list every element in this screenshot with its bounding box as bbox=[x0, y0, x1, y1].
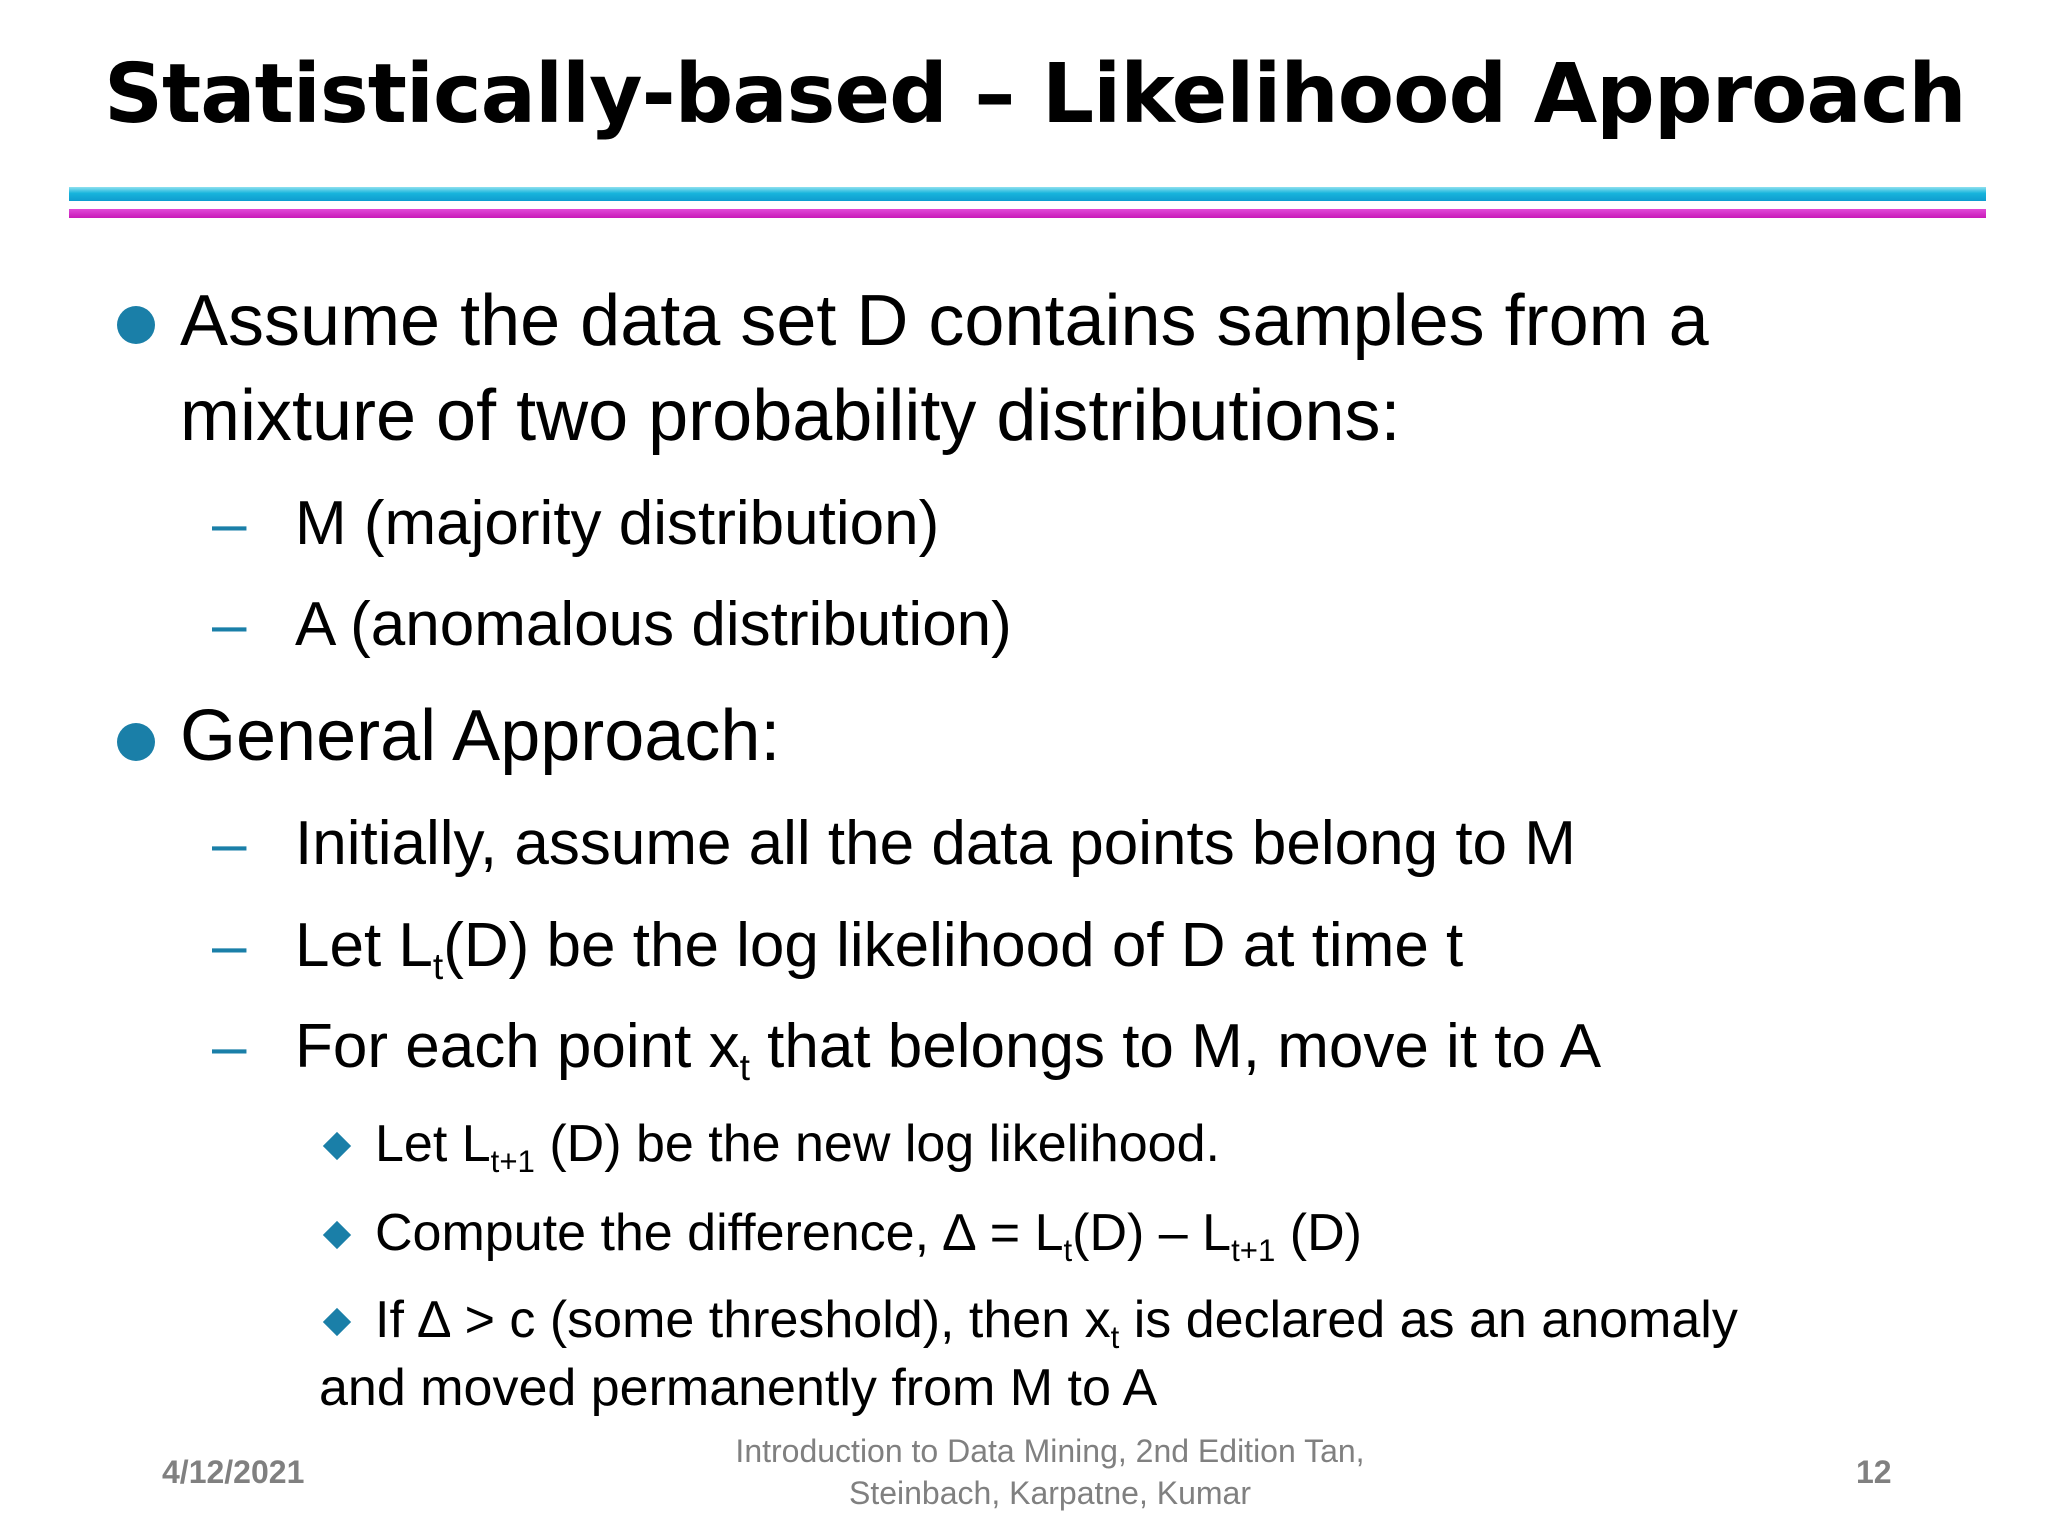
bullet-1-text: Assume the data set D contains samples from a mixture of two probability distributions: bbox=[180, 281, 1709, 456]
subitem-initially: Initially, assume all the data points belong to M bbox=[295, 809, 1576, 878]
dash-icon: – bbox=[212, 809, 247, 878]
subsubitem-difference: Compute the difference, ∆ = $L_t(D) - L_{t+1}$ (D) bbox=[375, 1204, 1362, 1268]
subitem-move-point: For each point $x_t$ that belongs to M, move it to A bbox=[295, 1012, 1602, 1089]
title-rule-gap bbox=[69, 201, 1986, 206]
bullet-dot-icon bbox=[117, 723, 155, 761]
subsubitem-new-likelihood: Let $L_{t+1}$ (D) be the new log likelihood. bbox=[375, 1115, 1220, 1179]
bullet-2-text: General Approach: bbox=[180, 696, 781, 776]
footer-source-line-1: Introduction to Data Mining, 2nd Edition Tan, bbox=[735, 1433, 1365, 1469]
title-rule-magenta bbox=[69, 209, 1986, 218]
slide-title: Statistically-based – Likelihood Approach bbox=[104, 47, 1966, 142]
dash-icon: – bbox=[212, 911, 247, 980]
footer-date: 4/12/2021 bbox=[162, 1454, 305, 1490]
footer-source bbox=[680, 1430, 1420, 1514]
subitem-majority: M (majority distribution) bbox=[295, 489, 940, 558]
diamond-bullet-icon bbox=[323, 1221, 351, 1249]
diamond-bullet-icon bbox=[323, 1308, 351, 1336]
bullet-dot-icon bbox=[117, 306, 155, 344]
subsubitem-threshold-continuation: and moved permanently from M to A bbox=[319, 1359, 1158, 1417]
footer-source-line-2: Steinbach, Karpatne, Kumar bbox=[848, 1475, 1251, 1511]
subitem-log-likelihood: Let $L_t(D)$ be the log likelihood of D at time t bbox=[295, 911, 1464, 988]
dash-icon: – bbox=[212, 590, 247, 659]
dash-icon: – bbox=[212, 489, 247, 558]
subitem-anomalous: A (anomalous distribution) bbox=[295, 590, 1012, 659]
diamond-bullet-icon bbox=[323, 1132, 351, 1160]
subsubitem-threshold: If ∆ > c (some threshold), then $x_t$ is declared as an anomaly bbox=[375, 1291, 1738, 1355]
dash-icon: – bbox=[212, 1012, 247, 1081]
page-number: 12 bbox=[1856, 1454, 1892, 1490]
title-rule-cyan bbox=[69, 187, 1986, 201]
